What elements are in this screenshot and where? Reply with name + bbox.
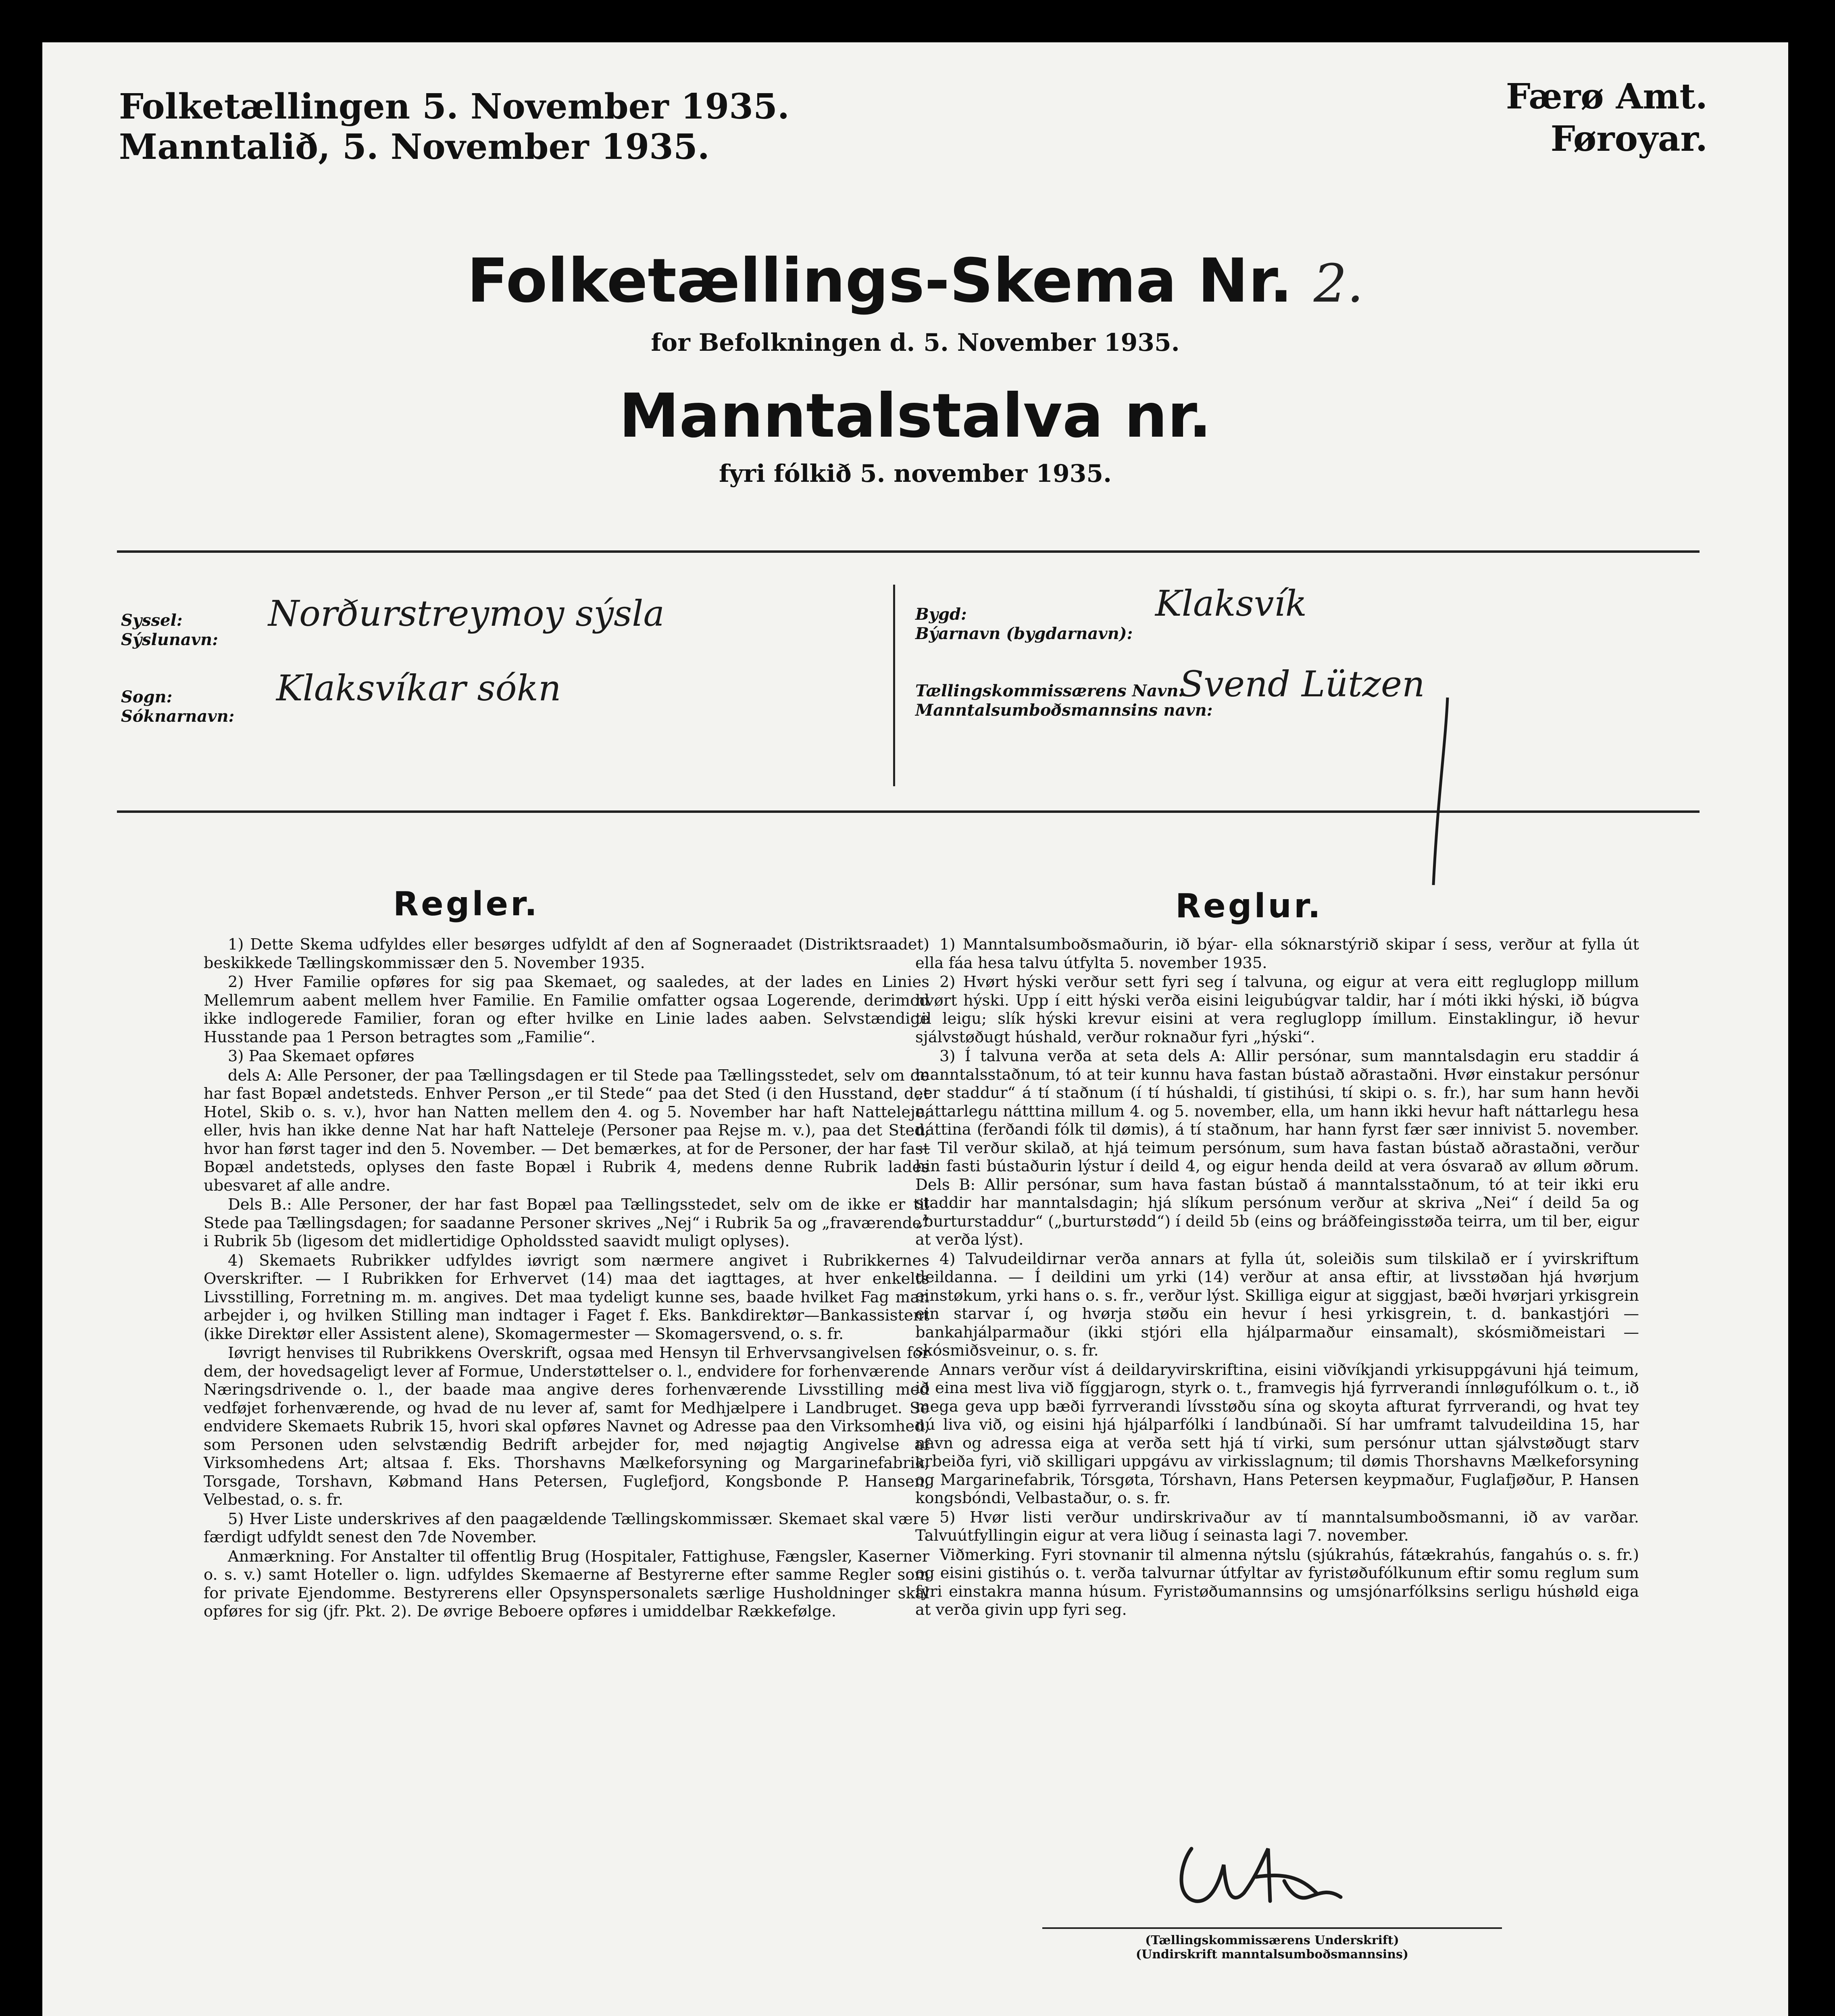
header-region-faroese: Føroyar.	[1550, 119, 1708, 159]
reglur-paragraph: 1) Manntalsumboðsmaðurin, ið býar- ella sóknarstýrið skipar í sess, verður at fylla út ella fáa hesa talvu útfylta 5. november 1935.	[915, 935, 1639, 972]
regler-text	[204, 935, 929, 1622]
signature-caption	[1042, 1933, 1502, 1962]
regler-paragraph: 2) Hver Familie opføres for sig paa Skemaet, og saaledes, at der lades en Linies Mellemrum aabent mellem hver Familie. En Familie omfatter ogsaa Logerende, derimod ikke indlogerede Familier, foran og efter hvilke en Linie lades aaben. Selvstændige Husstande paa 1 Person betragtes som „Familie“.	[204, 973, 929, 1046]
bygd-label-faroese: Býarnavn (bygdarnavn):	[915, 624, 1133, 643]
bygd-value[interactable]: Klaksvík	[1155, 583, 1307, 624]
regler-paragraph: 3) Paa Skemaet opføres	[228, 1047, 414, 1065]
vertical-divider	[893, 585, 895, 786]
form-title-danish-text: Folketællings-Skema Nr.	[467, 246, 1293, 316]
header-title-danish: Folketællingen 5. November 1935.	[119, 86, 789, 127]
sogn-value[interactable]: Klaksvíkar sókn	[276, 667, 561, 709]
sogn-label-danish: Sogn:	[121, 687, 173, 706]
signature-caption-faroese: (Undirskrift manntalsumboðsmannsins)	[1135, 1947, 1409, 1962]
reglur-text	[915, 935, 1639, 1620]
kommissaer-label-danish: Tællingskommissærens Navn:	[915, 681, 1185, 700]
bottom-divider	[117, 810, 1700, 813]
bygd-label-danish: Bygd:	[915, 605, 967, 624]
regler-paragraph: Anmærkning. For Anstalter til offentlig Brug (Hospitaler, Fattighuse, Fængsler, Kaserner o. s. v.) samt Hoteller o. lign. udfyldes Skemaerne af Bestyrerne efter samme Regler som for private Ejendomme. Bestyrerens eller Opsynspersonalets særlige Husholdninger skal opføres for sig (jfr. Pkt. 2). De øvrige Beboere opføres i umiddelbar Rækkefølge.	[204, 1547, 929, 1620]
reglur-paragraph: Viðmerking. Fyri stovnanir til almenna nýtslu (sjúkrahús, fátækrahús, fangahús o. s. fr.) og eisini gistihús o. t. verða talvurnar útfyltar av fyristøðufólkunum eftir somu reglum sum fyri einstakra manna húsum. Fyristøðumannsins og umsjónarfólksins serligu húshøld eiga at verða givin upp fyri seg.	[915, 1545, 1639, 1619]
signature-caption-danish: (Tællingskommissærens Underskrift)	[1145, 1933, 1399, 1947]
form-number: 2.	[1313, 253, 1364, 314]
regler-paragraph: 4) Skemaets Rubrikker udfyldes iøvrigt som nærmere angivet i Rubrikkernes Overskrifter. — I Rubrikken for Erhvervet (14) maa det iagttages, at hver enkelts Livsstilling, Forretning m. m. angives. Det maa tydeligt kunne ses, baade hvilket Fag man arbejder i, og hvilken Stilling man indtager i Faget f. Eks. Bankdirektør—Bankassistent (ikke Direktør eller Assistent alene), Skomagermester — Skomagersvend, o. s. fr.	[204, 1251, 929, 1343]
kommissaer-value[interactable]: Svend Lützen	[1179, 663, 1425, 705]
reglur-paragraph: 3) Í talvuna verða at seta dels A: Allir persónar, sum manntalsdagin eru staddir á manntalsstaðnum, tó at teir kunnu hava fastan bústað aðrastaðni. Hvør einstakur persónur „er staddur“ á tí staðnum (í tí húshaldi, tí gistihúsi, tí skipi o. s. fr.), har sum hann hevði náttarlegu nátttina millum 4. og 5. november, ella, um hann ikki hevur haft náttarlegu hesa náttina (ferðandi fólk til dømis), á tí staðnum, har hann fyrst fær sær innivist 5. november. — Til verður skilað, at hjá teimum persónum, sum hava fastan bústað aðrastaðni, verður hin fasti bústaðurin lýstur í deild 4, og eigur henda deild at vera ósvarað av øllum øðrum. Dels B: Allir persónar, sum hava fastan bústað á manntalsstaðnum, tó at teir ikki eru staddir har manntalsdagin; hjá slíkum persónum verður at skriva „Nei“ í deild 5a og „burturstaddur“ („burturstødd“) í deild 5b (eins og bráðfeingisstøða teirra, um til ber, eigur at verða lýst).	[915, 1047, 1639, 1249]
regler-paragraph: dels A: Alle Personer, der paa Tællingsdagen er til Stede paa Tællingsstedet, selv om de har fast Bopæl andetsteds. Enhver Person „er til Stede“ paa det Sted (i den Husstand, det Hotel, Skib o. s. v.), hvor han Natten mellem den 4. og 5. November har haft Natteleje, eller, hvis han ikke denne Nat har haft Natteleje (Personer paa Rejse m. v.), paa det Sted, hvor han først tager ind den 5. November. — Det bemærkes, at for de Personer, der har fast Bopæl andetsteds, oplyses den faste Bopæl i Rubrik 4, medens denne Rubrik lades ubesvaret af alle andre.	[204, 1066, 929, 1195]
reglur-paragraph: 5) Hvør listi verður undirskrivaður av tí manntalsumboðsmanni, ið av varðar. Talvuútfyllingin eigur at vera liðug í seinasta lagi 7. november.	[915, 1508, 1639, 1545]
top-divider	[117, 550, 1700, 553]
syssel-label-faroese: Sýslunavn:	[121, 630, 219, 649]
form-subtitle-danish: for Befolkningen d. 5. November 1935.	[651, 329, 1180, 357]
regler-paragraph: Dels B.: Alle Personer, der har fast Bopæl paa Tællingsstedet, selv om de ikke er til Stede paa Tællingsdagen; for saadanne Personer skrives „Nej“ i Rubrik 5a og „fraværende“ i Rubrik 5b (ligesom det midlertidige Opholdssted saavidt muligt oplyses).	[204, 1195, 929, 1250]
reglur-paragraph: 2) Hvørt hýski verður sett fyri seg í talvuna, og eigur at vera eitt regluglopp millum hvørt hýski. Upp í eitt hýski verða eisini leigubúgvar taldir, har í móti ikki hýski, ið búgva til leigu; slík hýski krevur eisini at vera regluglopp ímillum. Einstaklingur, ið hevur sjálvstøðugt húshald, verður roknaður fyri „hýski“.	[915, 973, 1639, 1046]
reglur-paragraph: 4) Talvudeildirnar verða annars at fylla út, soleiðis sum tilskilað er í yvirskriftum deildanna. — Í deildini um yrki (14) verður at ansa eftir, at livsstøðan hjá hvørjum einstøkum, yrki hans o. s. fr., verður lýst. Skilliga eigur at siggjast, bæði hvørjari yrkisgrein ein starvar í, og hvørja støðu ein hevur í hesi yrkisgrein, t. d. bankastjóri — bankahjálparmaður (ikki stjóri ella hjálparmaður einsamalt), skósmiðmeistari — skósmiðsveinur, o. s. fr.	[915, 1250, 1639, 1360]
form-title-faroese: Manntalstalva nr.	[619, 381, 1212, 451]
reglur-heading: Reglur.	[1175, 887, 1323, 925]
regler-paragraph: 1) Dette Skema udfyldes eller besørges udfyldt af den af Sogneraadet (Distriktsraadet) beskikkede Tællingskommissær den 5. November 1935.	[204, 935, 929, 972]
header-title-faroese: Manntalið, 5. November 1935.	[119, 127, 710, 167]
kommissaer-label	[915, 681, 1212, 720]
header-region-danish: Færø Amt.	[1506, 76, 1708, 117]
handwritten-signature	[1163, 1833, 1357, 1921]
pen-stroke-mark	[1429, 696, 1454, 889]
bygd-label	[915, 605, 1133, 644]
form-title-danish	[42, 246, 1788, 316]
reglur-paragraph: Annars verður víst á deildaryvirskriftina, eisini viðvíkjandi yrkisuppgávuni hjá teimum, ið eina mest liva við fíggjarogn, styrk o. t., framvegis hjá fyrrverandi ínnløgufólkum o. t., ið mega geva upp bæði fyrrverandi lívsstøðu sína og skoyta afturat fyrrverandi, og hvat tey nú liva við, og eisini hjá hjálparfólki í landbúnaði. Sí har umframt talvudeildina 15, har navn og adressa eiga at verða sett hjá tí virki, sum persónur uttan sjálvstøðugt starv arbeiða fyri, við skilligari uppgávu av virkisslagnum; til dømis Thorshavns Mælkeforsyning og Margarinefabrik, Tórsgøta, Tórshavn, Hans Petersen keypmaður, Fuglafjøður, P. Hansen kongsbóndi, Velbastaður, o. s. fr.	[915, 1360, 1639, 1507]
regler-paragraph: Iøvrigt henvises til Rubrikkens Overskrift, ogsaa med Hensyn til Erhvervsangivelsen for dem, der hovedsageligt lever af Formue, Understøttelser o. l., endvidere for forhenværende Næringsdrivende o. l., der baade maa angive deres forhenværende Livsstilling med vedføjet forhenværende, og hvad de nu lever af, samt for Medhjælpere i Landbruget. Se endvidere Skemaets Rubrik 15, hvori skal opføres Navnet og Adresse paa den Virksomhed, som Personen uden selvstændig Bedrift arbejder for, med nøjagtig Angivelse af Virksomhedens Art; altsaa f. Eks. Thorshavns Mælkeforsyning og Margarinefabrik, Torsgade, Torshavn, Købmand Hans Petersen, Fuglefjord, Kongsbonde P. Hansen, Velbestad, o. s. fr.	[204, 1344, 929, 1509]
sogn-label	[121, 687, 234, 726]
syssel-label-danish: Syssel:	[121, 611, 183, 630]
regler-heading: Regler.	[393, 885, 540, 923]
sogn-label-faroese: Sóknarnavn:	[121, 707, 235, 726]
census-form-sheet	[42, 42, 1788, 2016]
syssel-label	[121, 611, 218, 650]
kommissaer-label-faroese: Manntalsumboðsmannsins navn:	[915, 701, 1213, 720]
regler-paragraph: 5) Hver Liste underskrives af den paagældende Tællingskommissær. Skemaet skal være færdigt udfyldt senest den 7de November.	[204, 1510, 929, 1546]
form-subtitle-faroese: fyri fólkið 5. november 1935.	[719, 460, 1112, 488]
signature-line	[1042, 1927, 1502, 1929]
syssel-value[interactable]: Norðurstreymoy sýsla	[268, 593, 664, 634]
